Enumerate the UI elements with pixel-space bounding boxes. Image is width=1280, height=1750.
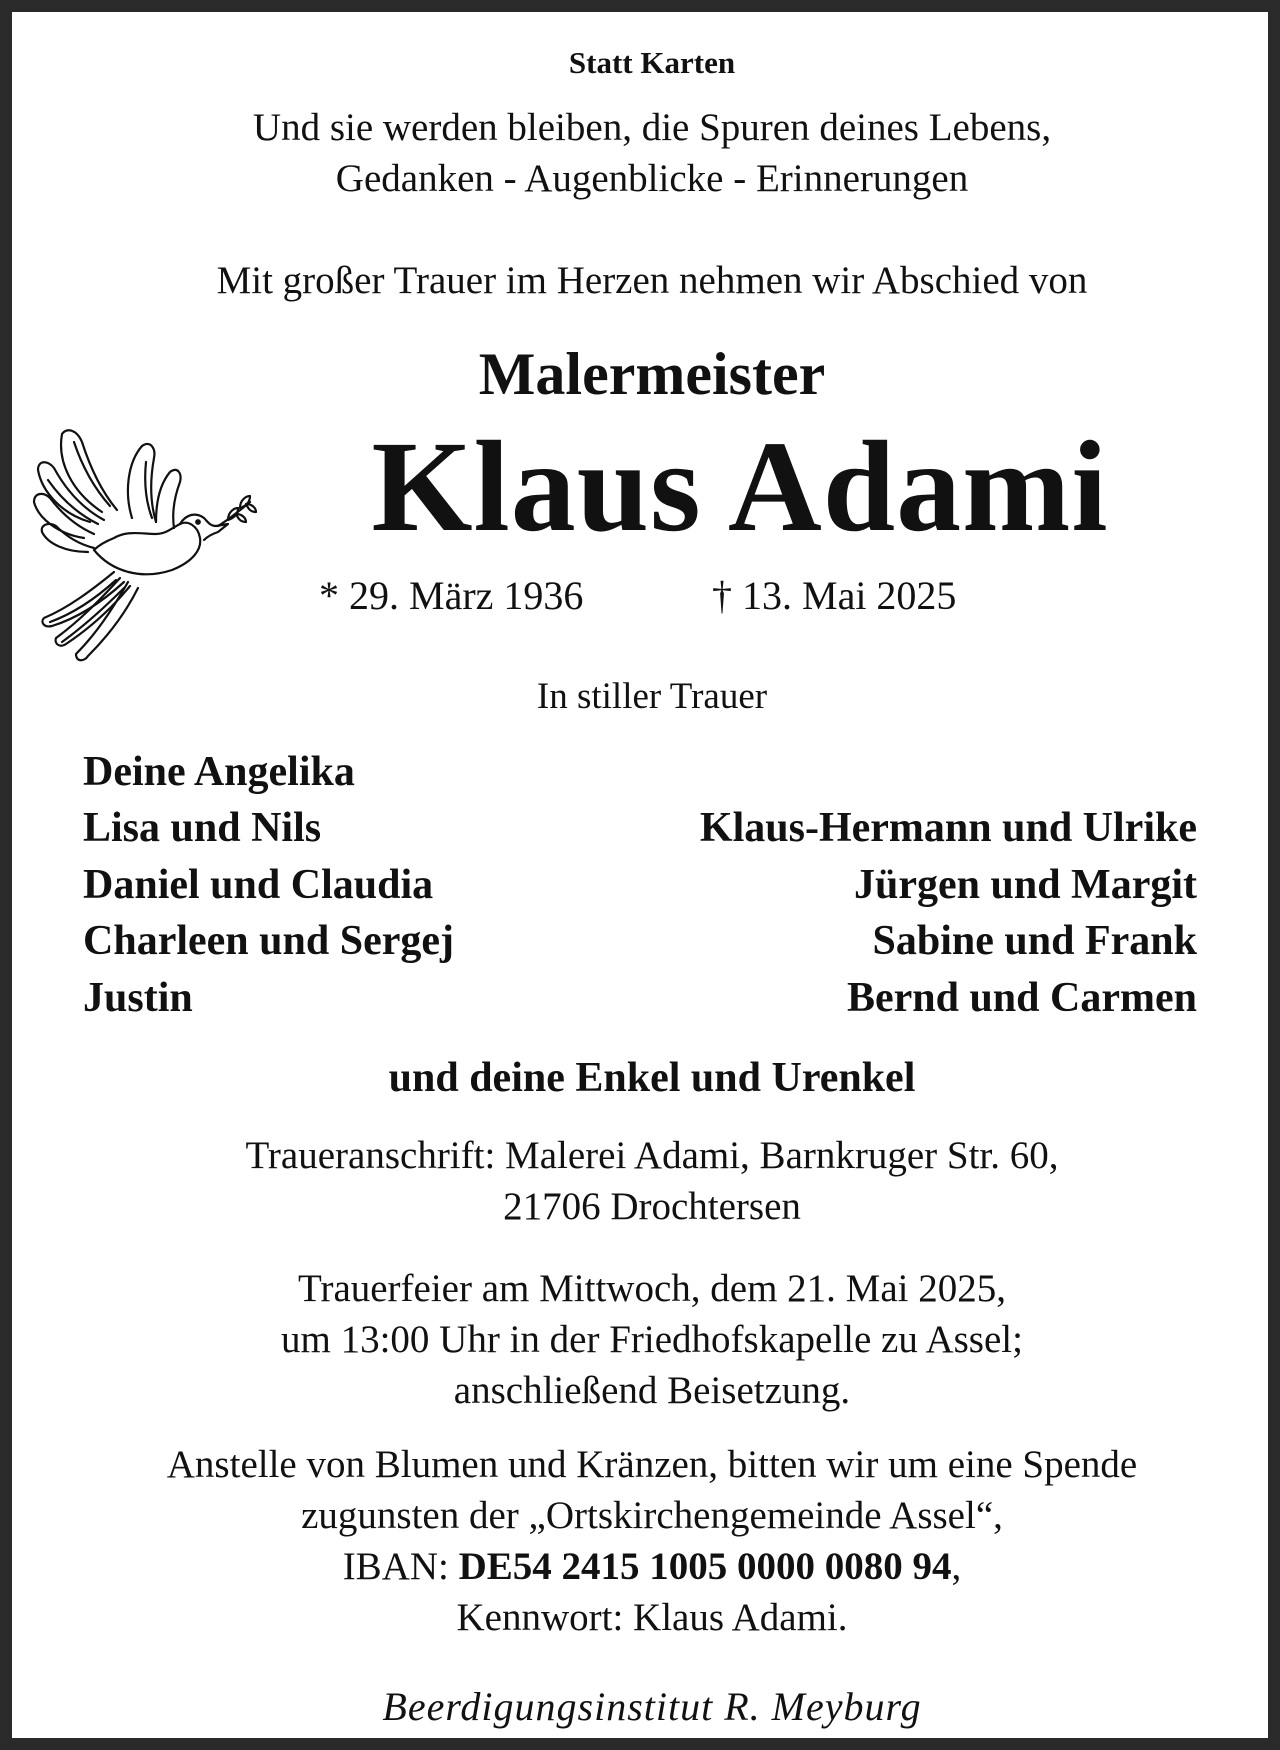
family-left-5: Justin — [83, 975, 193, 1021]
donation-line-1: Anstelle von Blumen und Kränzen, bitten wir um eine Spende — [166, 1443, 1138, 1486]
iban-line — [12, 1543, 1280, 1591]
family-left-2: Lisa und Nils — [83, 805, 322, 851]
grandchildren-line: und deine Enkel und Urenkel — [388, 1055, 916, 1101]
iban-number: DE54 2415 1005 0000 0080 94 — [458, 1545, 952, 1588]
death-date: † 13. Mai 2025 — [712, 573, 957, 618]
family-left-1: Deine Angelika — [83, 749, 355, 795]
funeral-line-2: um 13:00 Uhr in der Friedhofskapelle zu Assel; — [281, 1318, 1023, 1361]
family-right-1: Klaus-Hermann und Ulrike — [699, 805, 1197, 851]
donation-line-2: zugunsten der „Ortskirchengemeinde Assel“, — [301, 1494, 1003, 1537]
family-left-3: Daniel und Claudia — [83, 862, 434, 908]
deceased-title: Malermeister — [478, 341, 826, 407]
family-left-4: Charleen und Sergej — [83, 918, 454, 964]
intro-text: Mit großer Trauer im Herzen nehmen wir Abschied von — [216, 259, 1088, 302]
funeral-home-signature: Beerdigungsinstitut R. Meyburg — [382, 1684, 922, 1729]
family-right-2: Jürgen und Margit — [853, 862, 1197, 908]
mourning-line: In stiller Trauer — [536, 676, 768, 717]
family-right-4: Bernd und Carmen — [846, 975, 1197, 1021]
address-line-2: 21706 Drochtersen — [503, 1185, 801, 1228]
funeral-line-3: anschließend Beisetzung. — [453, 1369, 851, 1412]
deceased-name: Klaus Adami — [371, 415, 1109, 559]
family-right-3: Sabine und Frank — [872, 918, 1197, 964]
statt-karten-heading: Statt Karten — [568, 45, 736, 80]
verse-line-1: Und sie werden bleiben, die Spuren deines Lebens, — [252, 106, 1052, 149]
birth-date: * 29. März 1936 — [319, 573, 584, 618]
verse-line-2: Gedanken - Augenblicke - Erinnerungen — [335, 157, 969, 200]
funeral-line-1: Trauerfeier am Mittwoch, dem 21. Mai 2025, — [298, 1267, 1006, 1310]
address-line-1: Traueranschrift: Malerei Adami, Barnkruger Str. 60, — [245, 1134, 1059, 1177]
donation-keyword: Kennwort: Klaus Adami. — [456, 1596, 848, 1639]
iban-label: IBAN: — [342, 1545, 459, 1588]
dove-with-olive-branch-icon — [32, 422, 262, 667]
iban-suffix: , — [951, 1545, 962, 1588]
